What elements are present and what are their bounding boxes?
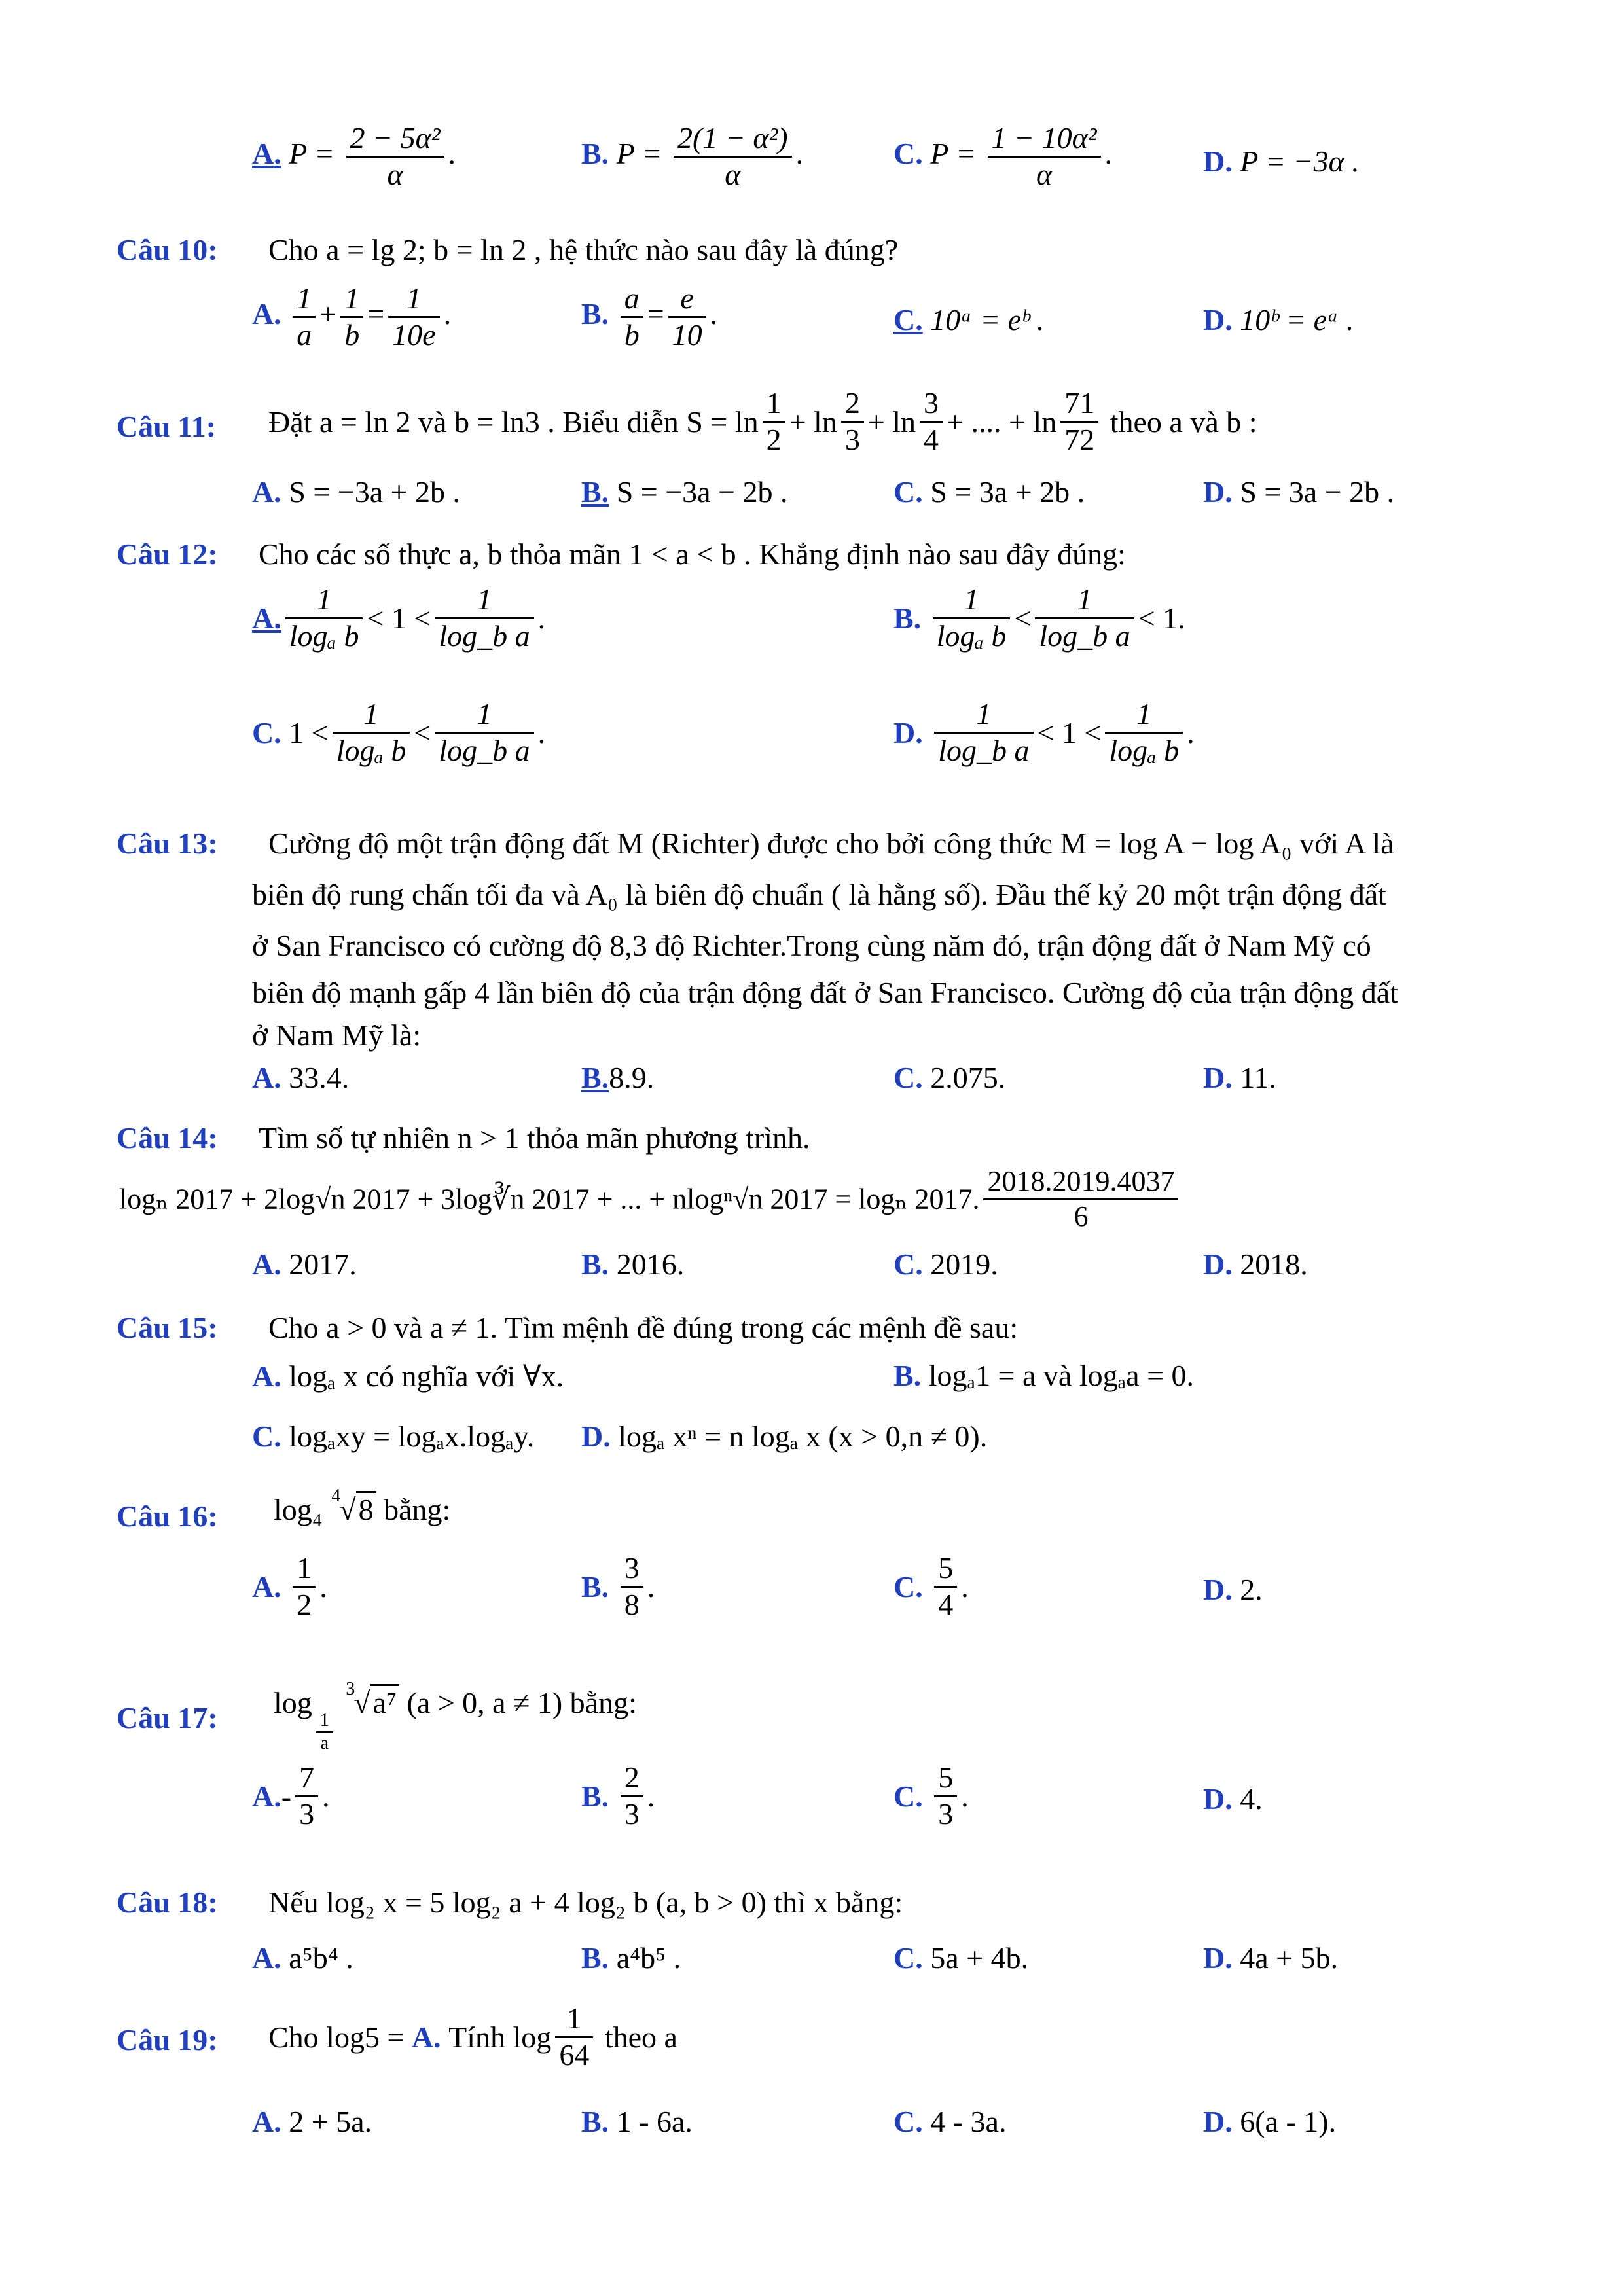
q17-option-b[interactable]: B. $\frac{2}{3}$ . <box>581 1761 655 1831</box>
question-number: Câu 12: <box>117 537 218 571</box>
q9-option-c[interactable]: C. P = $\frac{\text{1 − 10α²}}{\alpha}$ . <box>893 121 1113 191</box>
equation: logₙ 2017 + 2log√n 2017 + 3log∛n 2017 + ... + nlogⁿ√n 2017 = logₙ 2017. $\frac{2018.2019.4037}{6}$ <box>119 1165 1182 1233</box>
question-stem: log $\frac{1}{a}$ 3 √a⁷ (a > 0, a ≠ 1) bằng: <box>274 1679 637 1753</box>
q12-option-c[interactable]: C. 1 < $\frac{1}{\text{logₐ b}}$ < $\frac{1}{\text{log\_b a}}$ . <box>252 697 546 767</box>
option-label: D. <box>1203 1782 1233 1816</box>
fraction: $\frac{\text{2(1 − α²)}}{\alpha}$ <box>674 121 792 192</box>
option-label: A. <box>252 296 281 331</box>
q13-option-a[interactable]: A. 33.4. <box>252 1061 350 1094</box>
q13-option-b[interactable]: B.8.9. <box>581 1061 655 1094</box>
q19-option-b[interactable]: B. 1 - 6a. <box>581 2105 693 2138</box>
question-number: Câu 14: <box>117 1121 218 1155</box>
question-stem-line: biên độ mạnh gấp 4 lần biên độ của trận động đất ở San Francisco. Cường độ của trận động đất <box>252 976 1398 1009</box>
option-label: C. <box>252 1420 281 1453</box>
q10-option-a[interactable]: A. $\frac{1}{a}$ + $\frac{1}{b}$ = $\frac{1}{10e}$ . <box>252 281 452 351</box>
option-label: B. <box>581 1779 609 1813</box>
q15-option-d[interactable]: D. logₐ xⁿ = n logₐ x (x > 0,n ≠ 0). <box>581 1420 988 1453</box>
option-label: A. <box>252 1247 281 1281</box>
question-stem-line: Cường độ một trận động đất M (Richter) được cho bởi công thức M = log A − log A₀ với A là <box>268 827 1394 860</box>
radical: 3 √a⁷ <box>344 1685 399 1720</box>
option-label: A. <box>252 2105 281 2138</box>
q16-option-a[interactable]: A. $\frac{1}{2}$ . <box>252 1551 327 1621</box>
q19-option-a[interactable]: A. 2 + 5a. <box>252 2105 372 2138</box>
option-label: C. <box>893 1570 923 1604</box>
q10-option-d[interactable]: D. 10ᵇ = eᵃ . <box>1203 303 1354 336</box>
q16-option-c[interactable]: C. $\frac{5}{4}$ . <box>893 1551 969 1621</box>
option-label: A. <box>252 475 281 509</box>
option-label: A. <box>252 1779 281 1813</box>
question-stem: Đặt a = ln 2 và b = ln3 . Biểu diễn S = ln $\frac{1}{2}$ + ln $\frac{2}{3}$ + ln $\frac{3}{4}$ + .... + ln $\frac{71}{72}$ theo a và b : <box>268 386 1257 456</box>
option-label: D. <box>1203 1247 1233 1281</box>
option-label: C. <box>893 475 923 509</box>
option-label: D. <box>1203 1573 1233 1606</box>
option-label: D. <box>1203 2105 1233 2138</box>
q16-option-b[interactable]: B. $\frac{3}{8}$ . <box>581 1551 655 1621</box>
option-label: B. <box>893 1359 922 1392</box>
question-stem: Cho các số thực a, b thỏa mãn 1 < a < b . Khẳng định nào sau đây đúng: <box>259 537 1126 571</box>
option-label: C. <box>893 303 923 336</box>
question-stem: Cho a > 0 và a ≠ 1. Tìm mệnh đề đúng trong các mệnh đề sau: <box>268 1311 1019 1344</box>
option-label: A. <box>252 1570 281 1604</box>
q11-option-a[interactable]: A. S = −3a + 2b . <box>252 475 461 509</box>
question-stem-line: ở Nam Mỹ là: <box>252 1018 422 1052</box>
option-label: A. <box>252 1061 281 1094</box>
q16-option-d[interactable]: D. 2. <box>1203 1573 1263 1606</box>
option-label: D. <box>1203 1941 1233 1975</box>
fraction: $\frac{\text{1 − 10α²}}{\alpha}$ <box>988 121 1101 192</box>
option-label: A. <box>252 136 281 170</box>
question-stem: log₄ 4 √8 bằng: <box>274 1486 451 1526</box>
q14-option-d[interactable]: D. 2018. <box>1203 1247 1308 1281</box>
question-stem: Tìm số tự nhiên n > 1 thỏa mãn phương trình. <box>259 1121 810 1155</box>
q9-option-a[interactable]: A. P = $\frac{\text{2 − 5α²}}{\alpha}$ . <box>252 121 456 191</box>
q12-option-d[interactable]: D. $\frac{1}{\text{log\_b a}}$ < 1 < $\frac{1}{\text{logₐ b}}$ . <box>893 697 1195 767</box>
option-label: D. <box>1203 145 1233 178</box>
q12-option-b[interactable]: B. $\frac{1}{\text{logₐ b}}$ < $\frac{1}{\text{log\_b a}}$ < 1. <box>893 583 1185 653</box>
option-label: C. <box>893 1779 923 1813</box>
option-label: D. <box>1203 475 1233 509</box>
q14-option-c[interactable]: C. 2019. <box>893 1247 998 1281</box>
q18-option-a[interactable]: A. a⁵b⁴ . <box>252 1941 353 1975</box>
option-label: B. <box>581 475 609 509</box>
q13-option-d[interactable]: D. 11. <box>1203 1061 1277 1094</box>
q19-option-c[interactable]: C. 4 - 3a. <box>893 2105 1007 2138</box>
option-label: B. <box>581 1941 609 1975</box>
q9-option-b[interactable]: B. P = $\frac{\text{2(1 − α²)}}{\alpha}$ . <box>581 121 804 191</box>
question-stem-line: ở San Francisco có cường độ 8,3 độ Richter.Trong cùng năm đó, trận động đất ở Nam Mỹ có <box>252 929 1371 962</box>
option-label: D. <box>893 715 923 749</box>
question-number: Câu 16: <box>117 1499 218 1533</box>
q15-option-c[interactable]: C. logₐxy = logₐx.logₐy. <box>252 1420 535 1453</box>
option-label: B. <box>581 1570 609 1604</box>
option-label: C. <box>893 1247 923 1281</box>
option-label: A. <box>252 601 281 635</box>
q10-option-b[interactable]: B. $\frac{a}{b}$ = $\frac{e}{10}$ . <box>581 281 718 351</box>
option-label: B. <box>893 601 922 635</box>
q18-option-b[interactable]: B. a⁴b⁵ . <box>581 1941 681 1975</box>
option-label: D. <box>1203 1061 1233 1094</box>
question-stem: Nếu log₂ x = 5 log₂ a + 4 log₂ b (a, b > 0) thì x bằng: <box>268 1886 903 1919</box>
option-label: C. <box>893 136 923 170</box>
option-label: C. <box>893 2105 923 2138</box>
option-label: A. <box>252 1941 281 1975</box>
q10-option-c[interactable]: C. 10ᵃ = eᵇ . <box>893 303 1045 336</box>
question-stem: Cho log5 = A. Tính log $\frac{1}{64}$ theo a <box>268 2001 677 2072</box>
q19-option-d[interactable]: D. 6(a - 1). <box>1203 2105 1337 2138</box>
q18-option-d[interactable]: D. 4a + 5b. <box>1203 1941 1339 1975</box>
q15-option-a[interactable]: A. logₐ x có nghĩa với ∀x. <box>252 1359 564 1393</box>
fraction: $\frac{\text{2 − 5α²}}{\alpha}$ <box>346 121 444 192</box>
q11-option-d[interactable]: D. S = 3a − 2b . <box>1203 475 1395 509</box>
question-number: Câu 10: <box>117 233 218 266</box>
question-number: Câu 15: <box>117 1311 218 1344</box>
q18-option-c[interactable]: C. 5a + 4b. <box>893 1941 1029 1975</box>
option-label: B. <box>581 1061 609 1094</box>
q14-option-b[interactable]: B. 2016. <box>581 1247 685 1281</box>
question-number: Câu 18: <box>117 1886 218 1919</box>
q15-option-b[interactable]: B. logₐ1 = a và logₐa = 0. <box>893 1359 1195 1392</box>
option-label: B. <box>581 136 609 170</box>
q12-option-a[interactable]: A. $\frac{1}{\text{logₐ b}}$ < 1 < $\frac{1}{\text{log\_b a}}$ . <box>252 583 546 653</box>
q17-option-d[interactable]: D. 4. <box>1203 1782 1263 1816</box>
question-number: Câu 17: <box>117 1701 218 1734</box>
q11-option-b[interactable]: B. S = −3a − 2b . <box>581 475 788 509</box>
question-stem-line: biên độ rung chấn tối đa và A₀ là biên độ chuẩn ( là hằng số). Đầu thế kỷ 20 một trận động đất <box>252 878 1386 911</box>
question-number: Câu 11: <box>117 410 217 443</box>
option-label: B. <box>581 1247 609 1281</box>
q13-option-c[interactable]: C. 2.075. <box>893 1061 1006 1094</box>
option-label: B. <box>581 296 609 331</box>
q14-option-a[interactable]: A. 2017. <box>252 1247 357 1281</box>
option-label: C. <box>893 1061 923 1094</box>
option-label: C. <box>893 1941 923 1975</box>
option-label: A. <box>252 1359 281 1393</box>
q9-option-d[interactable]: D. P = −3α . <box>1203 145 1360 178</box>
option-label: D. <box>581 1420 611 1453</box>
q17-option-a[interactable]: A.- $\frac{7}{3}$ . <box>252 1761 330 1831</box>
question-stem: Cho a = lg 2; b = ln 2 , hệ thức nào sau đây là đúng? <box>268 233 899 266</box>
option-label: D. <box>1203 303 1233 336</box>
q17-option-c[interactable]: C. $\frac{5}{3}$ . <box>893 1761 969 1831</box>
radical: 4 √8 <box>330 1492 376 1527</box>
option-label: C. <box>252 715 281 749</box>
q11-option-c[interactable]: C. S = 3a + 2b . <box>893 475 1085 509</box>
question-number: Câu 19: <box>117 2023 218 2056</box>
question-number: Câu 13: <box>117 827 218 860</box>
option-label: B. <box>581 2105 609 2138</box>
